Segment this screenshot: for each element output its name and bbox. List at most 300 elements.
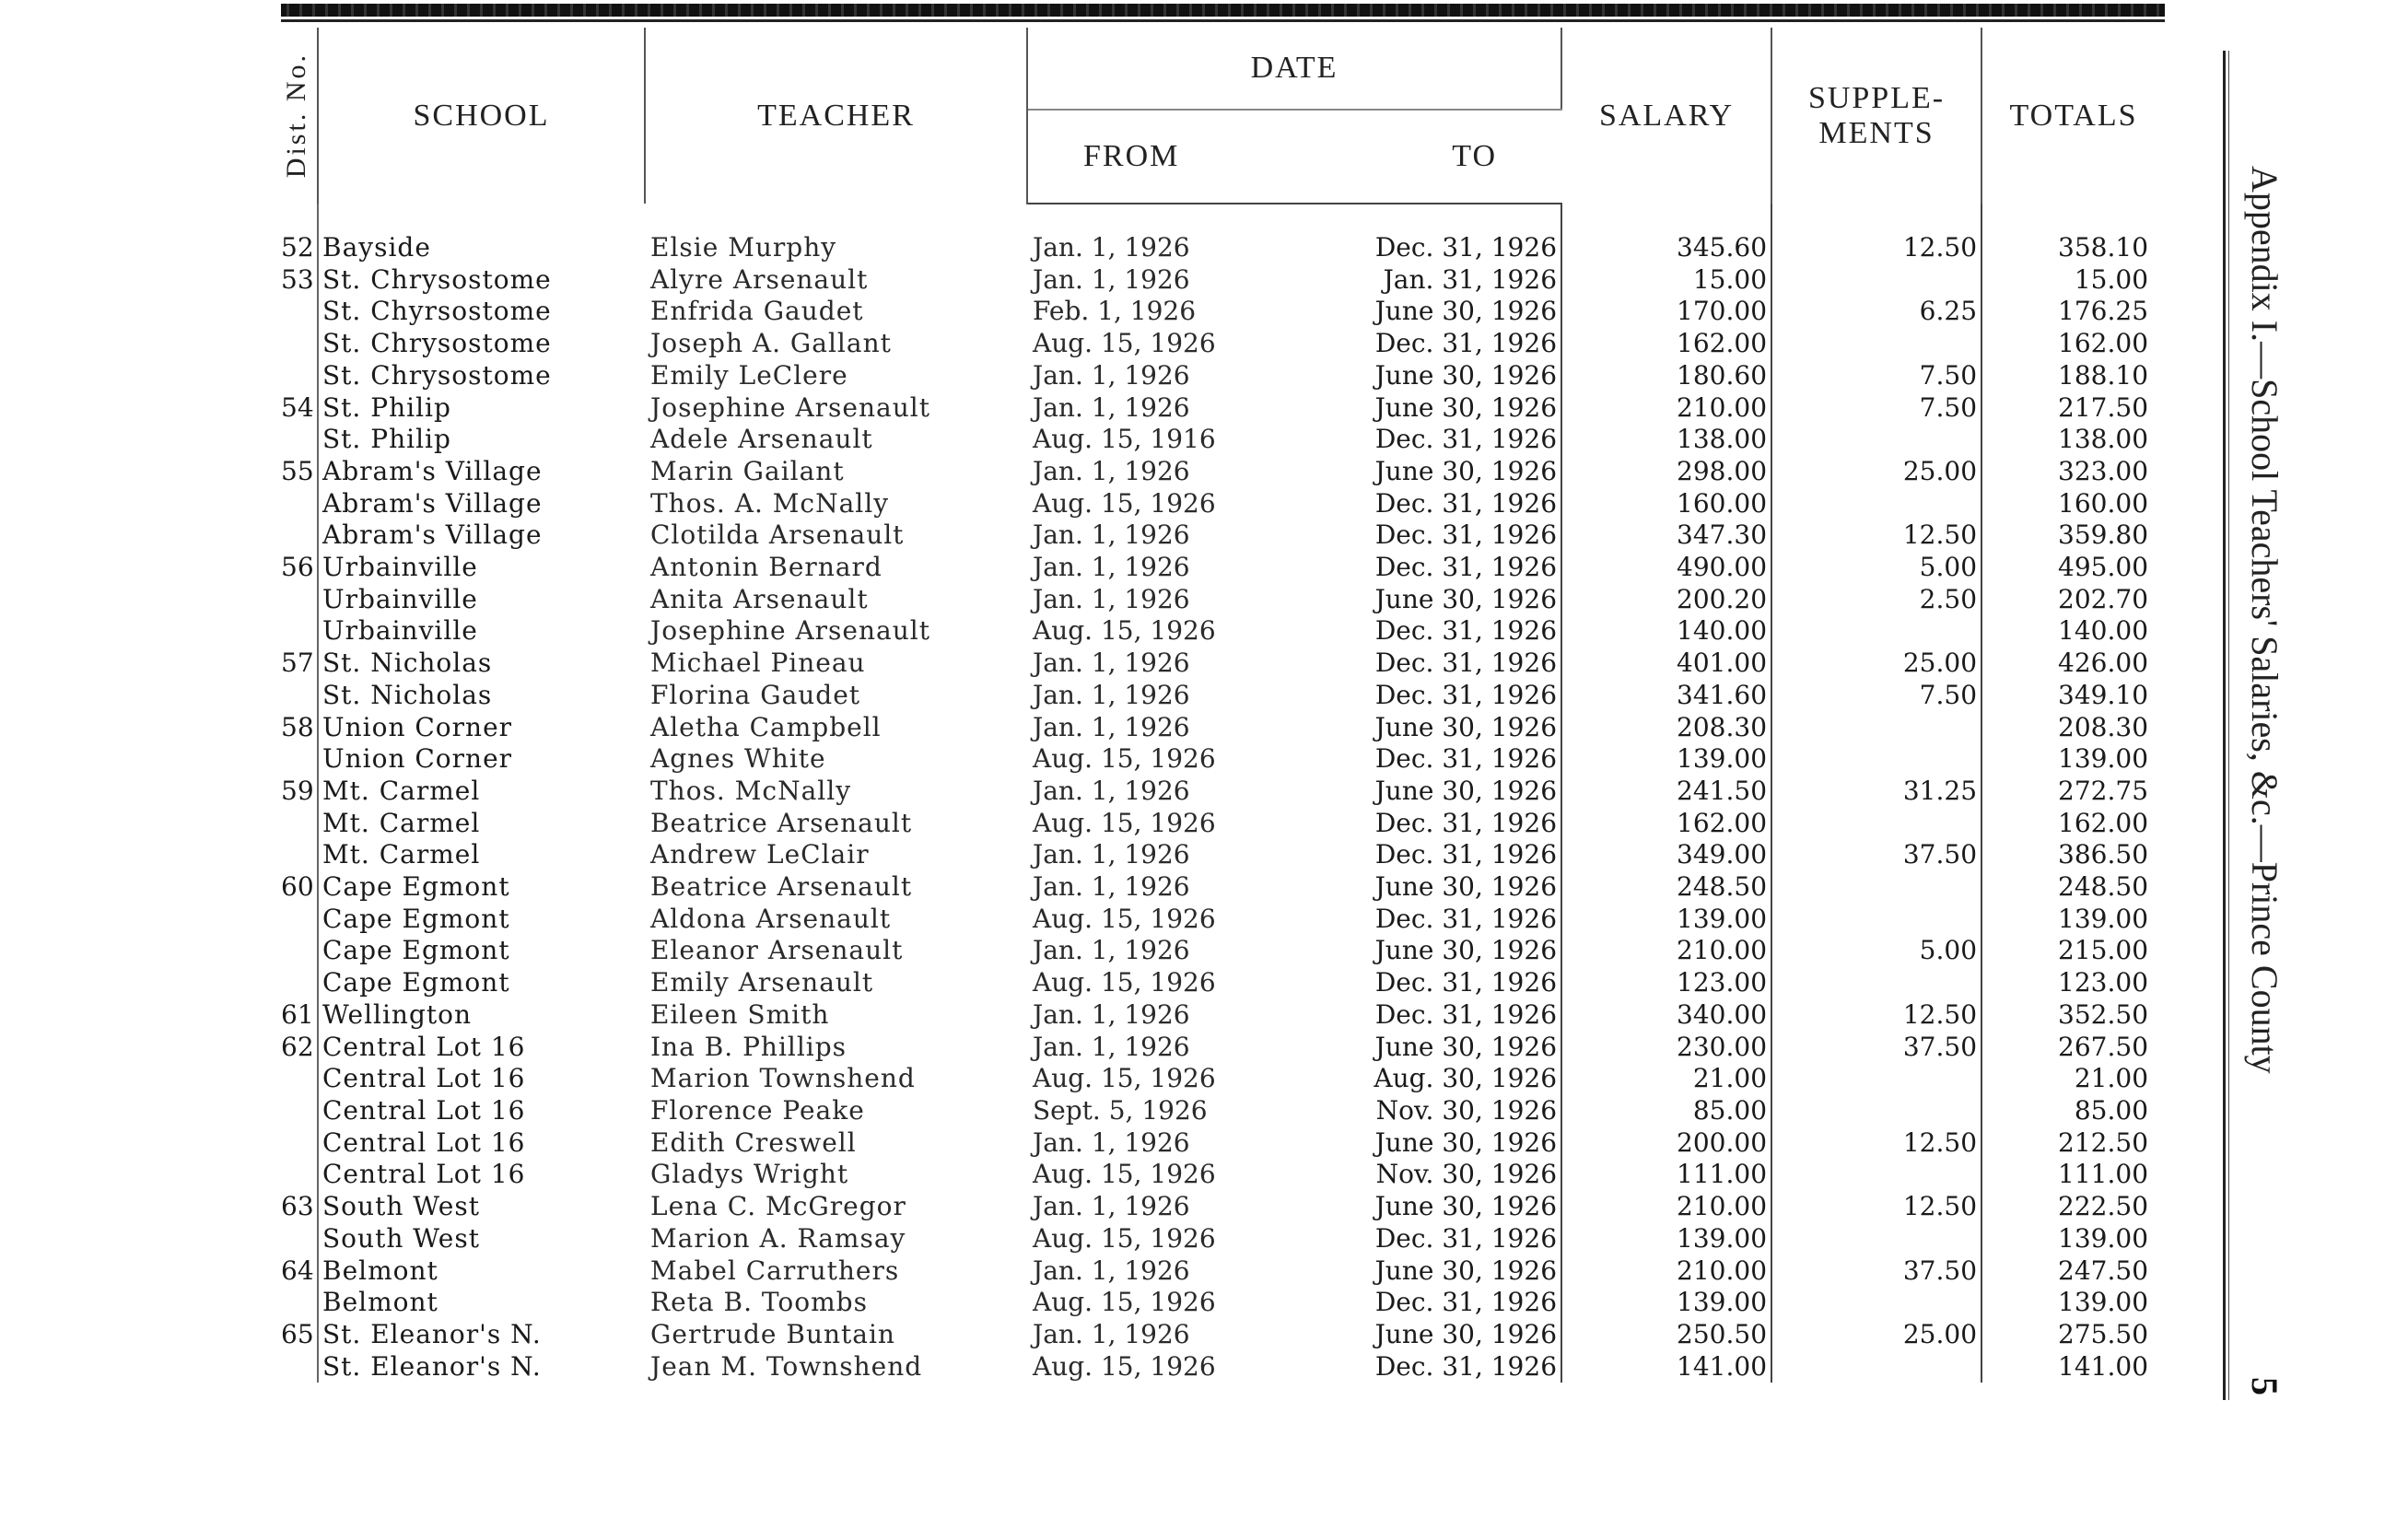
total-cell: 386.50 — [2058, 839, 2149, 870]
teacher-cell: Gladys Wright — [650, 1159, 849, 1190]
total-cell: 202.70 — [2058, 583, 2149, 614]
date-from-cell: Jan. 1, 1926 — [1033, 871, 1190, 903]
supplements-cell: 12.50 — [1771, 519, 1981, 552]
school-cell: St. Chrysostome — [318, 264, 645, 297]
supplements-cell: 37.50 — [1771, 839, 1981, 871]
date-to-cell: Dec. 31, 1926 — [1294, 232, 1561, 264]
supplements-cell: 25.00 — [1771, 648, 1981, 680]
dist-no-cell: 53 — [281, 263, 314, 295]
table-row — [281, 488, 2165, 520]
school-cell: St. Chyrsostome — [318, 296, 645, 328]
school-cell: Belmont — [318, 1255, 645, 1288]
teacher-cell: Ina B. Phillips — [650, 1031, 847, 1062]
school-cell: St. Chrysostome — [318, 360, 645, 392]
school-cell: Central Lot 16 — [318, 1063, 645, 1095]
supplements-cell — [1771, 904, 1981, 936]
date-to-cell: June 30, 1926 — [1294, 1255, 1561, 1288]
date-from-cell: Jan. 1, 1926 — [1033, 1318, 1190, 1349]
teacher-cell: Andrew LeClair — [650, 839, 870, 870]
date-from-cell: Jan. 1, 1926 — [1033, 455, 1190, 486]
teacher-cell: Gertrude Buntain — [650, 1318, 895, 1349]
dist-no-cell — [281, 1223, 318, 1255]
date-to-cell: June 30, 1926 — [1294, 360, 1561, 392]
school-cell: South West — [318, 1223, 645, 1255]
from-header: FROM — [1027, 110, 1294, 204]
supplements-cell: 31.25 — [1771, 776, 1981, 808]
date-to-cell: Dec. 31, 1926 — [1294, 552, 1561, 584]
table-row — [281, 871, 2165, 904]
date-to-cell: June 30, 1926 — [1294, 584, 1561, 616]
date-to-cell: Dec. 31, 1926 — [1294, 904, 1561, 936]
supplements-cell — [1771, 743, 1981, 776]
table-body — [281, 204, 2165, 1383]
salary-cell: 341.60 — [1561, 680, 1771, 712]
side-rule-heavy — [2223, 51, 2226, 1400]
salary-table-page — [281, 28, 2165, 1383]
total-cell: 162.00 — [2058, 807, 2149, 838]
salary-cell: 210.00 — [1561, 1255, 1771, 1288]
total-cell: 212.50 — [2058, 1126, 2149, 1158]
table-row — [281, 232, 2165, 264]
school-cell: St. Eleanor's N. — [318, 1351, 645, 1383]
table-row — [281, 1159, 2165, 1191]
date-from-cell: Jan. 1, 1926 — [1033, 935, 1190, 966]
teacher-cell: Adele Arsenault — [650, 424, 873, 455]
salary-cell: 162.00 — [1561, 808, 1771, 840]
date-from-cell: Jan. 1, 1926 — [1033, 359, 1190, 391]
school-cell: Urbainville — [318, 552, 645, 584]
school-cell: Cape Egmont — [318, 935, 645, 967]
date-to-cell: Nov. 30, 1926 — [1294, 1095, 1561, 1127]
date-header: DATE — [1027, 28, 1561, 110]
table-row — [281, 999, 2165, 1032]
school-cell: Urbainville — [318, 584, 645, 616]
teacher-cell: Michael Pineau — [650, 648, 866, 679]
supplements-cell — [1771, 264, 1981, 297]
dist-no-cell: 55 — [281, 455, 314, 486]
supplements-cell: 25.00 — [1771, 1319, 1981, 1351]
table-row — [281, 1191, 2165, 1223]
supplements-cell — [1771, 328, 1981, 360]
date-from-cell: Jan. 1, 1926 — [1033, 711, 1190, 742]
table-row — [281, 1351, 2165, 1383]
date-to-cell: Dec. 31, 1926 — [1294, 839, 1561, 871]
date-to-cell: Dec. 31, 1926 — [1294, 808, 1561, 840]
teacher-cell: Aldona Arsenault — [650, 903, 892, 934]
teacher-cell: Alyre Arsenault — [650, 263, 869, 295]
salary-cell: 85.00 — [1561, 1095, 1771, 1127]
supplements-cell — [1771, 424, 1981, 456]
total-cell: 139.00 — [2058, 1222, 2149, 1254]
date-from-cell: Aug. 15, 1916 — [1033, 424, 1216, 455]
date-from-cell: Aug. 15, 1926 — [1033, 967, 1216, 998]
school-cell: Cape Egmont — [318, 871, 645, 904]
table-row — [281, 519, 2165, 552]
salary-cell: 210.00 — [1561, 935, 1771, 967]
salary-cell: 208.30 — [1561, 712, 1771, 744]
date-from-cell: Aug. 15, 1926 — [1033, 1222, 1216, 1254]
date-from-cell: Jan. 1, 1926 — [1033, 583, 1190, 614]
table-row — [281, 648, 2165, 680]
date-from-cell: Aug. 15, 1926 — [1033, 615, 1216, 647]
total-cell: 85.00 — [2074, 1094, 2149, 1126]
date-to-cell: June 30, 1926 — [1294, 712, 1561, 744]
table-row — [281, 456, 2165, 488]
table-row — [281, 264, 2165, 297]
school-cell: Bayside — [318, 232, 645, 264]
salary-cell: 139.00 — [1561, 1223, 1771, 1255]
school-cell: Wellington — [318, 999, 645, 1032]
salary-cell: 111.00 — [1561, 1159, 1771, 1191]
dist-no-cell — [281, 1063, 318, 1095]
date-from-cell: Jan. 1, 1926 — [1033, 648, 1190, 679]
date-to-cell: Dec. 31, 1926 — [1294, 1351, 1561, 1383]
date-to-cell: June 30, 1926 — [1294, 1191, 1561, 1223]
dist-no-cell: 58 — [281, 711, 314, 742]
date-to-cell: June 30, 1926 — [1294, 456, 1561, 488]
salary-cell: 490.00 — [1561, 552, 1771, 584]
date-from-cell: Aug. 15, 1926 — [1033, 328, 1216, 359]
salary-cell: 15.00 — [1561, 264, 1771, 297]
teacher-cell: Josephine Arsenault — [650, 615, 930, 647]
salary-cell: 162.00 — [1561, 328, 1771, 360]
total-cell: 140.00 — [2058, 615, 2149, 647]
teacher-cell: Jean M. Townshend — [650, 1350, 923, 1382]
total-cell: 272.75 — [2058, 775, 2149, 806]
dist-no-cell — [281, 584, 318, 616]
dist-no-cell: 62 — [281, 1031, 314, 1062]
supplements-cell: 37.50 — [1771, 1032, 1981, 1064]
school-cell: St. Philip — [318, 424, 645, 456]
supplements-cell: 6.25 — [1771, 296, 1981, 328]
salary-cell: 210.00 — [1561, 1191, 1771, 1223]
date-to-cell: Dec. 31, 1926 — [1294, 648, 1561, 680]
total-cell: 138.00 — [2058, 424, 2149, 455]
supplements-cell — [1771, 808, 1981, 840]
supplements-cell: 12.50 — [1771, 1127, 1981, 1160]
school-cell: Union Corner — [318, 743, 645, 776]
supplements-cell: 7.50 — [1771, 680, 1981, 712]
totals-header: TOTALS — [2009, 98, 2138, 133]
supplements-cell: 2.50 — [1771, 584, 1981, 616]
dist-no-cell: 60 — [281, 871, 314, 903]
teacher-cell: Florina Gaudet — [650, 679, 861, 710]
table-row — [281, 1032, 2165, 1064]
dist-no-cell: 52 — [281, 232, 314, 263]
dist-no-cell — [281, 1351, 318, 1383]
teacher-cell: Joseph A. Gallant — [650, 328, 892, 359]
date-to-cell: Dec. 31, 1926 — [1294, 1287, 1561, 1319]
table-row — [281, 1095, 2165, 1127]
supplements-cell: 12.50 — [1771, 1191, 1981, 1223]
date-from-cell: Jan. 1, 1926 — [1033, 679, 1190, 710]
salary-table — [281, 28, 2165, 1383]
salary-cell: 139.00 — [1561, 743, 1771, 776]
dist-no-cell — [281, 519, 318, 552]
total-cell: 358.10 — [2058, 232, 2149, 263]
salary-cell: 200.00 — [1561, 1127, 1771, 1160]
teacher-cell: Thos. A. McNally — [650, 487, 890, 519]
teacher-cell: Beatrice Arsenault — [650, 807, 913, 838]
supplements-cell — [1771, 967, 1981, 999]
date-from-cell: Aug. 15, 1926 — [1033, 1063, 1216, 1094]
date-from-cell: Jan. 1, 1926 — [1033, 519, 1190, 551]
table-row — [281, 680, 2165, 712]
supplements-cell: 12.50 — [1771, 232, 1981, 264]
total-cell: 141.00 — [2058, 1350, 2149, 1382]
date-to-cell: Jan. 31, 1926 — [1294, 264, 1561, 297]
teacher-cell: Agnes White — [650, 743, 826, 775]
school-cell: Central Lot 16 — [318, 1032, 645, 1064]
date-to-cell: Dec. 31, 1926 — [1294, 424, 1561, 456]
teacher-cell: Enfrida Gaudet — [650, 296, 864, 327]
dist-no-cell — [281, 935, 318, 967]
date-from-cell: Aug. 15, 1926 — [1033, 1287, 1216, 1318]
dist-no-cell — [281, 743, 318, 776]
salary-cell: 160.00 — [1561, 488, 1771, 520]
salary-cell: 139.00 — [1561, 1287, 1771, 1319]
date-from-cell: Jan. 1, 1926 — [1033, 391, 1190, 423]
dist-no-cell — [281, 1095, 318, 1127]
teacher-cell: Marion A. Ramsay — [650, 1222, 906, 1254]
table-row — [281, 392, 2165, 425]
dist-no-cell: 54 — [281, 391, 314, 423]
supplements-cell: 7.50 — [1771, 392, 1981, 425]
date-from-cell: Jan. 1, 1926 — [1033, 775, 1190, 806]
table-header — [281, 28, 2165, 204]
salary-cell: 180.60 — [1561, 360, 1771, 392]
teacher-cell: Marion Townshend — [650, 1063, 916, 1094]
table-row — [281, 808, 2165, 840]
total-cell: 247.50 — [2058, 1255, 2149, 1286]
teacher-cell: Antonin Bernard — [650, 552, 883, 583]
date-to-cell: Dec. 31, 1926 — [1294, 519, 1561, 552]
date-to-cell: June 30, 1926 — [1294, 392, 1561, 425]
top-rule-heavy — [281, 4, 2165, 17]
dist-no-cell — [281, 615, 318, 648]
table-row — [281, 935, 2165, 967]
date-from-cell: Jan. 1, 1926 — [1033, 263, 1190, 295]
dist-no-cell — [281, 360, 318, 392]
dist-no-cell — [281, 328, 318, 360]
school-cell: Union Corner — [318, 712, 645, 744]
school-cell: St. Nicholas — [318, 680, 645, 712]
total-cell: 123.00 — [2058, 967, 2149, 998]
salary-cell: 340.00 — [1561, 999, 1771, 1032]
dist-no-cell — [281, 904, 318, 936]
table-row — [281, 1255, 2165, 1288]
teacher-cell: Beatrice Arsenault — [650, 871, 913, 903]
supplements-cell — [1771, 488, 1981, 520]
salary-cell: 349.00 — [1561, 839, 1771, 871]
table-row — [281, 328, 2165, 360]
teacher-cell: Florence Peake — [650, 1094, 865, 1126]
dist-no-cell: 57 — [281, 648, 314, 679]
total-cell: 359.80 — [2058, 519, 2149, 551]
date-from-cell: Sept. 5, 1926 — [1033, 1094, 1208, 1126]
dist-no-cell: 56 — [281, 552, 314, 583]
to-header: TO — [1294, 110, 1561, 204]
salary-cell: 345.60 — [1561, 232, 1771, 264]
total-cell: 217.50 — [2058, 391, 2149, 423]
total-cell: 426.00 — [2058, 648, 2149, 679]
supplements-cell: 5.00 — [1771, 552, 1981, 584]
salary-cell: 170.00 — [1561, 296, 1771, 328]
total-cell: 188.10 — [2058, 359, 2149, 391]
table-row — [281, 712, 2165, 744]
supplements-cell — [1771, 1063, 1981, 1095]
supplements-header: SUPPLE- MENTS — [1771, 28, 1981, 204]
salary-cell: 138.00 — [1561, 424, 1771, 456]
school-cell: Abram's Village — [318, 456, 645, 488]
school-cell: Mt. Carmel — [318, 808, 645, 840]
table-row — [281, 904, 2165, 936]
teacher-cell: Josephine Arsenault — [650, 391, 930, 423]
total-cell: 495.00 — [2058, 552, 2149, 583]
header-spacer — [281, 204, 2165, 232]
date-to-cell: Dec. 31, 1926 — [1294, 1223, 1561, 1255]
date-from-cell: Aug. 15, 1926 — [1033, 743, 1216, 775]
total-cell: 267.50 — [2058, 1031, 2149, 1062]
school-cell: Mt. Carmel — [318, 776, 645, 808]
total-cell: 111.00 — [2058, 1159, 2149, 1190]
teacher-cell: Eleanor Arsenault — [650, 935, 904, 966]
school-cell: Urbainville — [318, 615, 645, 648]
dist-no-cell: 59 — [281, 775, 314, 806]
date-to-cell: Dec. 31, 1926 — [1294, 615, 1561, 648]
supplements-cell: 25.00 — [1771, 456, 1981, 488]
table-row — [281, 296, 2165, 328]
date-to-cell: June 30, 1926 — [1294, 776, 1561, 808]
supplements-cell: 12.50 — [1771, 999, 1981, 1032]
teacher-cell: Aletha Campbell — [650, 711, 882, 742]
total-cell: 349.10 — [2058, 679, 2149, 710]
teacher-cell: Emily LeClere — [650, 359, 848, 391]
total-cell: 15.00 — [2074, 263, 2149, 295]
school-cell: Central Lot 16 — [318, 1127, 645, 1160]
date-from-cell: Feb. 1, 1926 — [1033, 296, 1197, 327]
date-to-cell: Dec. 31, 1926 — [1294, 328, 1561, 360]
total-cell: 176.25 — [2058, 296, 2149, 327]
supplements-cell — [1771, 615, 1981, 648]
table-row — [281, 839, 2165, 871]
total-cell: 323.00 — [2058, 455, 2149, 486]
total-cell: 248.50 — [2058, 871, 2149, 903]
total-cell: 208.30 — [2058, 711, 2149, 742]
supplements-cell — [1771, 1095, 1981, 1127]
table-row — [281, 1223, 2165, 1255]
teacher-cell: Thos. McNally — [650, 775, 852, 806]
dist-no-cell — [281, 839, 318, 871]
school-cell: Abram's Village — [318, 519, 645, 552]
date-from-cell: Aug. 15, 1926 — [1033, 487, 1216, 519]
salary-header: SALARY — [1561, 28, 1771, 204]
table-row — [281, 1127, 2165, 1160]
dist-no-cell — [281, 296, 318, 328]
dist-no-cell — [281, 967, 318, 999]
date-to-cell: June 30, 1926 — [1294, 871, 1561, 904]
dist-no-cell: 61 — [281, 998, 314, 1030]
running-title: Appendix I.—School Teachers' Salaries, &c.—Prince County — [2244, 166, 2285, 1074]
supplements-cell — [1771, 871, 1981, 904]
dist-no-cell — [281, 488, 318, 520]
date-to-cell: Nov. 30, 1926 — [1294, 1159, 1561, 1191]
teacher-cell: Elsie Murphy — [650, 232, 837, 263]
salary-cell: 141.00 — [1561, 1351, 1771, 1383]
school-cell: St. Nicholas — [318, 648, 645, 680]
teacher-cell: Anita Arsenault — [650, 583, 869, 614]
salary-cell: 200.20 — [1561, 584, 1771, 616]
table-row — [281, 1063, 2165, 1095]
salary-cell: 210.00 — [1561, 392, 1771, 425]
date-from-cell: Jan. 1, 1926 — [1033, 1031, 1190, 1062]
salary-cell: 230.00 — [1561, 1032, 1771, 1064]
teacher-cell: Eileen Smith — [650, 998, 830, 1030]
table-row — [281, 776, 2165, 808]
supplements-cell — [1771, 1223, 1981, 1255]
total-cell: 139.00 — [2058, 1287, 2149, 1318]
salary-cell: 140.00 — [1561, 615, 1771, 648]
date-from-cell: Jan. 1, 1926 — [1033, 552, 1190, 583]
total-cell: 222.50 — [2058, 1191, 2149, 1222]
date-from-cell: Jan. 1, 1926 — [1033, 1255, 1190, 1286]
salary-cell: 347.30 — [1561, 519, 1771, 552]
date-from-cell: Jan. 1, 1926 — [1033, 1191, 1190, 1222]
table-row — [281, 743, 2165, 776]
school-cell: South West — [318, 1191, 645, 1223]
total-cell: 139.00 — [2058, 903, 2149, 934]
school-cell: Belmont — [318, 1287, 645, 1319]
total-cell: 162.00 — [2058, 328, 2149, 359]
school-cell: Cape Egmont — [318, 904, 645, 936]
dist-no-cell — [281, 808, 318, 840]
supplements-cell — [1771, 1351, 1981, 1383]
salary-cell: 21.00 — [1561, 1063, 1771, 1095]
dist-no-cell — [281, 680, 318, 712]
date-from-cell: Jan. 1, 1926 — [1033, 839, 1190, 870]
date-to-cell: June 30, 1926 — [1294, 1319, 1561, 1351]
supplements-cell — [1771, 1287, 1981, 1319]
date-from-cell: Aug. 15, 1926 — [1033, 1159, 1216, 1190]
salary-cell: 241.50 — [1561, 776, 1771, 808]
teacher-cell: Reta B. Toombs — [650, 1287, 868, 1318]
school-header: SCHOOL — [318, 28, 645, 204]
date-from-cell: Aug. 15, 1926 — [1033, 1350, 1216, 1382]
date-to-cell: June 30, 1926 — [1294, 1032, 1561, 1064]
salary-cell: 248.50 — [1561, 871, 1771, 904]
date-from-cell: Jan. 1, 1926 — [1033, 1126, 1190, 1158]
teacher-cell: Marin Gailant — [650, 455, 845, 486]
dist-no-cell — [281, 424, 318, 456]
dist-no-header: Dist. No. — [281, 28, 318, 204]
total-cell: 139.00 — [2058, 743, 2149, 775]
table-row — [281, 615, 2165, 648]
top-rule-thin — [281, 19, 2165, 22]
date-to-cell: Dec. 31, 1926 — [1294, 967, 1561, 999]
teacher-cell: Mabel Carruthers — [650, 1255, 900, 1286]
table-row — [281, 584, 2165, 616]
date-to-cell: Dec. 31, 1926 — [1294, 488, 1561, 520]
table-row — [281, 552, 2165, 584]
dist-no-cell — [281, 1159, 318, 1191]
total-cell: 21.00 — [2074, 1063, 2149, 1094]
total-cell: 215.00 — [2058, 935, 2149, 966]
side-margin — [2215, 51, 2326, 1400]
school-cell: Central Lot 16 — [318, 1095, 645, 1127]
school-cell: St. Eleanor's N. — [318, 1319, 645, 1351]
teacher-cell: Emily Arsenault — [650, 967, 874, 998]
teacher-cell: Lena C. McGregor — [650, 1191, 906, 1222]
